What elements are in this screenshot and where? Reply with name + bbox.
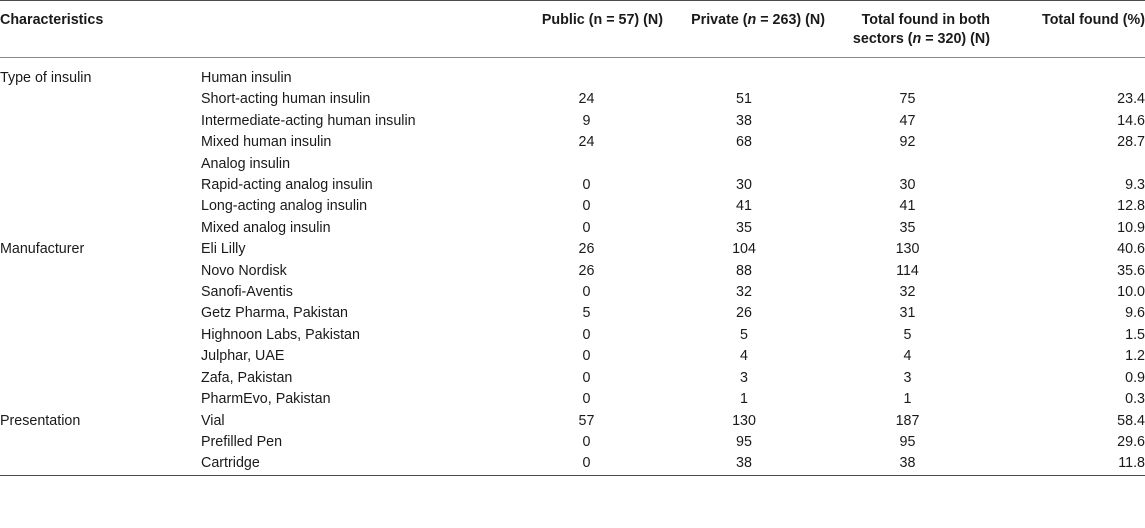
table-row <box>0 111 1145 132</box>
cell-private: 3 <box>740 369 748 386</box>
table-row <box>0 368 1145 389</box>
cell-category <box>0 154 201 175</box>
cell-private <box>663 58 825 90</box>
cell-private: 38 <box>663 453 825 475</box>
table-row <box>0 89 1145 110</box>
cell-private: 1 <box>740 391 748 408</box>
cell-private: 5 <box>740 326 748 343</box>
cell-public: 26 <box>578 262 595 279</box>
cell-item: Short-acting human insulin <box>201 91 371 108</box>
cell-total: 1 <box>903 391 912 408</box>
header-private: Private (n = 263) (N) <box>663 1 825 58</box>
cell-public: 0 <box>582 348 591 365</box>
cell-total: 187 <box>895 412 920 429</box>
cell-category <box>0 282 201 303</box>
cell-public: 57 <box>578 412 595 429</box>
cell-public: 9 <box>582 112 591 129</box>
table-row <box>0 282 1145 303</box>
cell-item: Julphar, UAE <box>201 348 285 365</box>
cell-percent: 35.6 <box>1117 262 1145 279</box>
cell-percent <box>990 58 1145 90</box>
table-row <box>0 325 1145 346</box>
cell-total: 95 <box>899 433 916 450</box>
cell-category <box>0 432 201 453</box>
table-row <box>0 432 1145 453</box>
cell-item: Long-acting analog insulin <box>201 198 368 215</box>
header-total-percent: Total found (%) <box>990 1 1145 58</box>
cell-item: PharmEvo, Pakistan <box>201 391 331 408</box>
cell-public: 24 <box>578 91 595 108</box>
cell-total: 47 <box>899 112 916 129</box>
cell-category <box>0 325 201 346</box>
cell-private: 104 <box>732 241 756 258</box>
cell-private: 51 <box>736 91 752 108</box>
cell-total: 75 <box>899 91 916 108</box>
cell-category <box>0 218 201 239</box>
cell-category <box>0 303 201 324</box>
cell-item: Getz Pharma, Pakistan <box>201 305 349 322</box>
cell-public: 0 <box>582 391 591 408</box>
cell-percent <box>990 154 1145 175</box>
header-public: Public (n = 57) (N) <box>510 1 663 58</box>
cell-item: Vial <box>201 412 225 429</box>
cell-total: 35 <box>899 219 916 236</box>
cell-public: 26 <box>578 241 595 258</box>
table-row <box>0 196 1145 217</box>
cell-total: 30 <box>899 177 916 194</box>
cell-category <box>0 453 201 475</box>
cell-public: 0 <box>582 177 591 194</box>
cell-item: Intermediate-acting human insulin <box>201 112 416 129</box>
cell-percent: 29.6 <box>1117 433 1145 450</box>
cell-category <box>0 132 201 153</box>
cell-item: Analog insulin <box>201 155 291 172</box>
cell-percent: 0.3 <box>1125 391 1145 408</box>
cell-percent: 10.0 <box>1117 284 1145 301</box>
table-row <box>0 218 1145 239</box>
cell-item: Rapid-acting analog insulin <box>201 177 373 194</box>
table-row <box>0 261 1145 282</box>
cell-percent: 12.8 <box>1117 198 1145 215</box>
cell-item: Eli Lilly <box>201 241 246 258</box>
cell-percent: 40.6 <box>1117 241 1145 258</box>
cell-category <box>0 89 201 110</box>
cell-total: 5 <box>903 326 912 343</box>
cell-percent: 9.3 <box>1125 177 1145 194</box>
table-row <box>0 239 1145 260</box>
cell-item: Prefilled Pen <box>201 433 283 450</box>
cell-category <box>0 111 201 132</box>
cell-item: Cartridge <box>201 453 510 475</box>
cell-private: 41 <box>736 198 752 215</box>
table-row <box>0 175 1145 196</box>
cell-category: Manufacturer <box>0 241 85 258</box>
cell-percent: 0.9 <box>1125 369 1145 386</box>
cell-public <box>510 154 663 175</box>
cell-public: 0 <box>582 433 591 450</box>
cell-percent: 11.8 <box>990 453 1145 475</box>
table-row <box>0 411 1145 432</box>
cell-item: Zafa, Pakistan <box>201 369 293 386</box>
table-row <box>0 58 1145 90</box>
cell-private: 26 <box>736 305 752 322</box>
header-row <box>0 1 1145 58</box>
cell-percent: 14.6 <box>1117 112 1145 129</box>
cell-private: 35 <box>736 219 752 236</box>
cell-public <box>510 58 663 90</box>
cell-public: 0 <box>582 284 591 301</box>
cell-item: Highnoon Labs, Pakistan <box>201 326 360 343</box>
cell-private: 130 <box>732 412 756 429</box>
cell-percent: 28.7 <box>1117 134 1145 151</box>
cell-private: 4 <box>740 348 748 365</box>
cell-private: 88 <box>736 262 752 279</box>
cell-total: 32 <box>899 284 916 301</box>
cell-category <box>0 368 201 389</box>
cell-item: Mixed human insulin <box>201 134 332 151</box>
cell-percent: 10.9 <box>1117 219 1145 236</box>
cell-item: Sanofi-Aventis <box>201 284 293 301</box>
table-body <box>0 58 1145 476</box>
table-row <box>0 389 1145 410</box>
cell-public: 0 <box>582 326 591 343</box>
cell-item: Mixed analog insulin <box>201 219 331 236</box>
table-row <box>0 346 1145 367</box>
cell-total: 38 <box>825 453 990 475</box>
cell-total: 41 <box>899 198 916 215</box>
table-row <box>0 132 1145 153</box>
cell-category <box>0 175 201 196</box>
table-header <box>0 1 1145 58</box>
cell-percent: 9.6 <box>1125 305 1145 322</box>
cell-total: 3 <box>903 369 912 386</box>
cell-public: 0 <box>582 198 591 215</box>
table-row <box>0 303 1145 324</box>
cell-percent: 1.2 <box>1125 348 1145 365</box>
cell-total: 130 <box>895 241 920 258</box>
cell-public: 0 <box>582 369 591 386</box>
cell-category <box>0 261 201 282</box>
cell-total <box>825 58 990 90</box>
cell-category: Presentation <box>0 412 81 429</box>
table-row <box>0 154 1145 175</box>
cell-private: 95 <box>736 433 752 450</box>
cell-private: 68 <box>736 134 752 151</box>
header-characteristics: Characteristics <box>0 1 510 58</box>
cell-percent: 58.4 <box>1117 412 1145 429</box>
cell-private <box>663 154 825 175</box>
cell-category <box>0 196 201 217</box>
cell-total: 114 <box>896 262 919 279</box>
cell-category <box>0 389 201 410</box>
cell-category <box>0 346 201 367</box>
cell-item: Human insulin <box>201 70 292 86</box>
cell-private: 32 <box>736 284 752 301</box>
cell-private: 30 <box>736 177 752 194</box>
cell-total <box>825 154 990 175</box>
cell-total: 4 <box>903 348 912 365</box>
cell-public: 0 <box>582 219 591 236</box>
cell-public: 24 <box>578 134 595 151</box>
cell-private: 38 <box>736 112 752 129</box>
cell-percent: 1.5 <box>1125 326 1145 343</box>
table-row <box>0 453 1145 475</box>
cell-public: 0 <box>510 453 663 475</box>
cell-public: 5 <box>582 305 591 322</box>
cell-total: 92 <box>899 134 916 151</box>
cell-total: 31 <box>899 305 916 322</box>
cell-item: Novo Nordisk <box>201 262 287 279</box>
cell-percent: 23.4 <box>1117 91 1145 108</box>
cell-category: Type of insulin <box>0 70 92 86</box>
header-total-both-sectors: Total found in both sectors (n = 320) (N) <box>825 1 990 58</box>
